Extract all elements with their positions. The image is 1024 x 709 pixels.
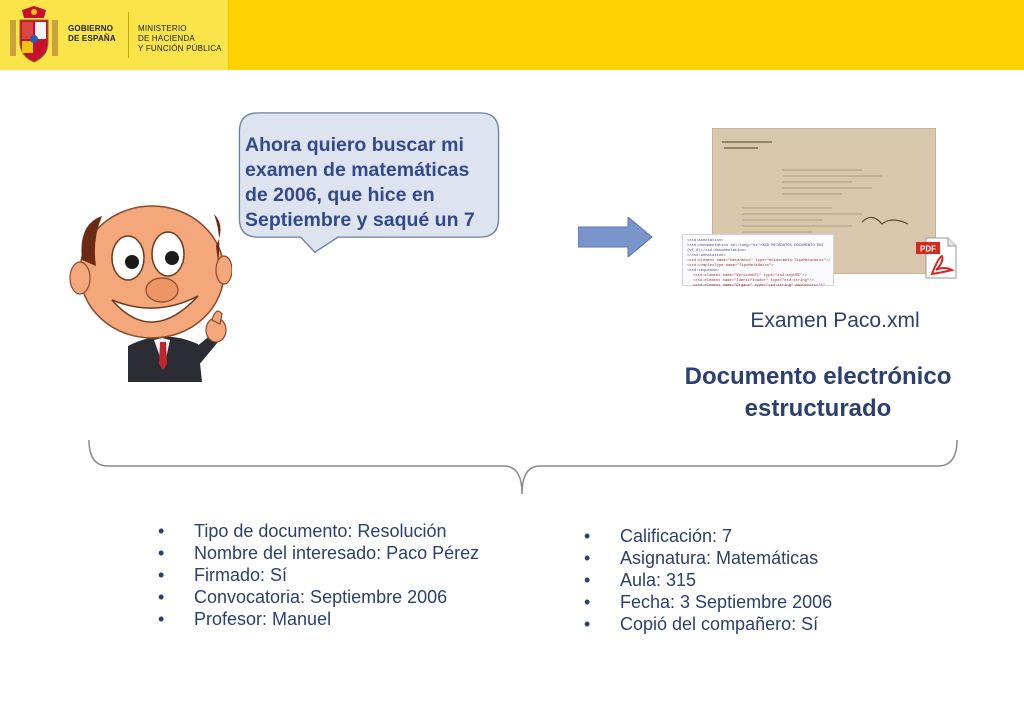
government-name: GOBIERNO DE ESPAÑA	[68, 24, 116, 43]
pdf-file-icon	[914, 236, 958, 280]
curly-brace	[86, 438, 960, 496]
xml-snippet	[682, 234, 834, 286]
header-bar	[0, 0, 1024, 70]
xml-line: <xsd:element name="Identificador" type="xsd:string"/>	[693, 279, 814, 283]
list-item: • Firmado: Sí	[158, 564, 479, 586]
xml-line: <xsd:sequence>	[687, 269, 719, 273]
arrow-right-icon	[578, 217, 652, 257]
list-item: • Tipo de documento: Resolución	[158, 520, 479, 542]
list-item: • Fecha: 3 Septiembre 2006	[584, 591, 832, 613]
speech-text: Ahora quiero buscar mi examen de matemáticas de 2006, que hice en Septiembre y saqué un 7	[245, 134, 475, 231]
list-item: • Copió del compañero: Sí	[584, 613, 832, 635]
xml-line: <xsd:element name="metadatos" type="enidocmeta:TipoMetadatos"/>	[687, 259, 831, 263]
government-logo	[0, 0, 229, 70]
metadata-list-left	[158, 520, 479, 630]
xml-line: <xsd:element name="VersionNTI" type="xsd:anyURI"/>	[693, 274, 807, 278]
document-filename: Examen Paco.xml	[750, 309, 920, 332]
list-item: • Nombre del interesado: Paco Pérez	[158, 542, 479, 564]
xml-line: <xsd:element name="Organo" type="xsd:string" maxOccurs="1"	[693, 284, 826, 287]
document-title: Documento electrónico estructurado	[684, 363, 952, 422]
xml-line: <xsd:documentation xml:lang="es">XSD METADATOS DOCUMENTO ENI	[687, 244, 824, 248]
list-item: • Aula: 315	[584, 569, 832, 591]
xml-line: </xsd:annotation>	[687, 254, 726, 258]
list-item: • Asignatura: Matemáticas	[584, 547, 832, 569]
list-item: • Calificación: 7	[584, 525, 832, 547]
xml-line: <xsd:complexType name="TipoMetadatos">	[687, 264, 774, 268]
svg-text:PDF: PDF	[920, 244, 936, 254]
coat-of-arms-icon	[8, 6, 60, 64]
logo-divider	[128, 12, 129, 58]
cartoon-man-thumbs-up-icon	[66, 196, 232, 382]
xml-line: <xsd:annotation>	[687, 239, 724, 243]
list-item: • Profesor: Manuel	[158, 608, 479, 630]
xml-line: (v1.0)</xsd:documentation>	[687, 249, 747, 253]
metadata-list-right	[584, 525, 832, 635]
list-item: • Convocatoria: Septiembre 2006	[158, 586, 479, 608]
ministry-name: MINISTERIO DE HACIENDA Y FUNCIÓN PÚBLICA	[138, 24, 222, 53]
